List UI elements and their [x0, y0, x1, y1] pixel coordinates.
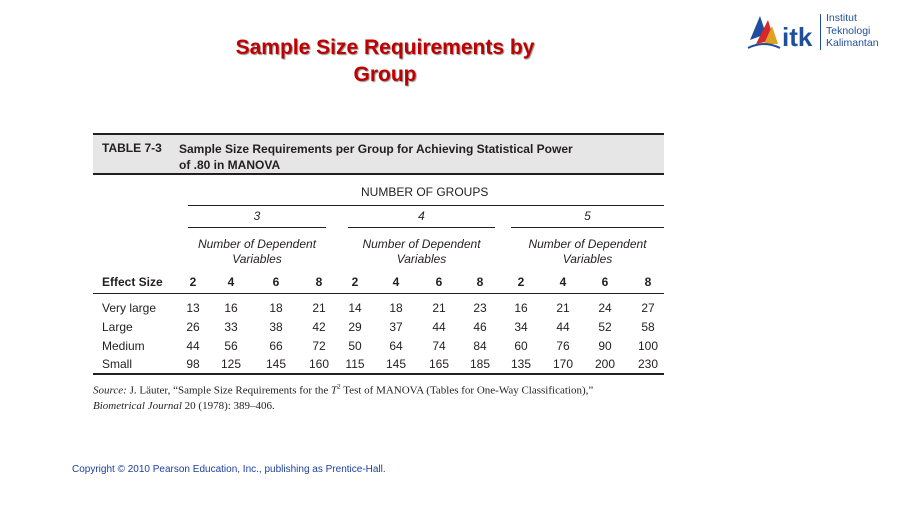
source-line-2	[93, 399, 673, 414]
table-cell: 98	[186, 357, 200, 371]
table-cell: 14	[348, 301, 362, 315]
table-grid	[93, 175, 664, 375]
slide-title	[160, 34, 610, 88]
dv-count-header: 4	[227, 275, 235, 289]
table-cell: 38	[269, 320, 283, 334]
table-cell: 64	[389, 339, 403, 353]
dv-count-header: 4	[559, 275, 567, 289]
table-cell: 90	[598, 339, 612, 353]
table-cell: 230	[637, 357, 659, 371]
logo-emblem-icon	[746, 10, 826, 58]
table-cell: 16	[224, 301, 238, 315]
slide-title-line-1: Sample Size Requirements by	[235, 36, 535, 59]
table-cell: 18	[389, 301, 403, 315]
row-label: Large	[102, 320, 133, 334]
table-cell: 200	[594, 357, 616, 371]
table-cell: 145	[385, 357, 407, 371]
table-cell: 125	[220, 357, 242, 371]
dv-count-header: 2	[189, 275, 197, 289]
table-cell: 145	[265, 357, 287, 371]
table-cell: 72	[312, 339, 326, 353]
source-journal: Biometrical Journal	[93, 399, 182, 412]
source-text-a: J. Läuter, “Sample Size Requirements for the	[129, 384, 329, 397]
table-title-line-2: of .80 in MANOVA	[179, 158, 281, 172]
table-cell: 100	[637, 339, 659, 353]
table-cell: 21	[312, 301, 326, 315]
logo-line-2: Teknologi	[826, 24, 871, 37]
source-line-1	[93, 380, 673, 399]
row-label: Medium	[102, 339, 145, 353]
table-cell: 33	[224, 320, 238, 334]
table-cell: 52	[598, 320, 612, 334]
dv-header-line-2: Variables	[232, 252, 282, 266]
table-cell: 185	[469, 357, 491, 371]
table-cell: 37	[389, 320, 403, 334]
table-cell: 29	[348, 320, 362, 334]
table-title-line-1: Sample Size Requirements per Group for Achieving Statistical Power	[179, 142, 573, 156]
dv-count-header: 8	[476, 275, 484, 289]
group-rule	[511, 227, 664, 228]
group-rule	[188, 227, 326, 228]
dv-header-line-2: Variables	[396, 252, 447, 266]
logo-divider	[820, 14, 821, 50]
dv-header-line-1: Number of Dependent	[528, 237, 647, 251]
dv-count-header: 8	[644, 275, 652, 289]
dv-count-header: 2	[517, 275, 525, 289]
table-cell: 21	[432, 301, 446, 315]
logo-line-3: Kalimantan	[826, 37, 879, 49]
logo-text	[826, 12, 879, 50]
slide-title-line-2: Group	[353, 63, 417, 86]
logo-line-1: Institut	[826, 12, 857, 24]
header-rule	[93, 293, 664, 294]
table-cell: 44	[556, 320, 570, 334]
effect-size-header: Effect Size	[102, 275, 163, 289]
table-cell: 16	[514, 301, 528, 315]
table-cell: 60	[514, 339, 528, 353]
dv-count-header: 4	[392, 275, 400, 289]
dv-count-header: 6	[272, 275, 280, 289]
source-t: T	[331, 384, 338, 397]
source-label: Source:	[93, 384, 127, 397]
dv-header-line-1: Number of Dependent	[362, 237, 481, 251]
groups-header-rule	[188, 205, 664, 206]
table-cell: 34	[514, 320, 528, 334]
copyright-notice: Copyright © 2010 Pearson Education, Inc., publishing as Prentice-Hall.	[72, 464, 386, 475]
table-cell: 44	[186, 339, 200, 353]
source-sup: 2	[337, 383, 341, 391]
dv-count-header: 6	[601, 275, 609, 289]
table-cell: 21	[556, 301, 570, 315]
table-cell: 50	[348, 339, 362, 353]
table-cell: 165	[428, 357, 450, 371]
dv-count-header: 8	[315, 275, 323, 289]
dv-count-header: 2	[351, 275, 359, 289]
table-cell: 46	[473, 320, 487, 334]
table-cell: 26	[186, 320, 200, 334]
table-cell: 135	[510, 357, 532, 371]
table-cell: 27	[641, 301, 655, 315]
row-label: Small	[102, 357, 133, 371]
group-label: 5	[584, 209, 591, 223]
table-title	[179, 141, 639, 173]
table-cell: 170	[552, 357, 574, 371]
table-cell: 56	[224, 339, 238, 353]
table-cell: 23	[473, 301, 487, 315]
table-cell: 44	[432, 320, 446, 334]
dv-header-line-2: Variables	[562, 252, 613, 266]
table-cell: 74	[432, 339, 446, 353]
table-cell: 76	[556, 339, 570, 353]
table-source	[93, 380, 673, 414]
table-cell: 84	[473, 339, 487, 353]
table-cell: 24	[598, 301, 612, 315]
source-text-c: 20 (1978): 389–406.	[184, 399, 275, 412]
logo-mark: itk	[782, 22, 813, 52]
groups-header: NUMBER OF GROUPS	[361, 185, 489, 199]
group-label: 4	[418, 209, 425, 223]
dv-header-line-1: Number of Dependent	[197, 237, 317, 251]
table-cell: 18	[269, 301, 283, 315]
table-cell: 66	[269, 339, 283, 353]
row-label: Very large	[102, 301, 157, 315]
table-cell: 13	[186, 301, 200, 315]
table-number: TABLE 7-3	[102, 141, 162, 155]
group-label: 3	[253, 209, 261, 223]
group-rule	[348, 227, 495, 228]
table-cell: 42	[312, 320, 326, 334]
table-cell: 58	[641, 320, 655, 334]
table-cell: 115	[345, 357, 365, 371]
sample-size-table	[93, 133, 664, 375]
table-caption	[93, 133, 664, 175]
dv-count-header: 6	[435, 275, 443, 289]
source-text-b: Test of MANOVA (Tables for One-Way Classification),”	[343, 384, 594, 397]
table-cell: 160	[308, 357, 330, 371]
